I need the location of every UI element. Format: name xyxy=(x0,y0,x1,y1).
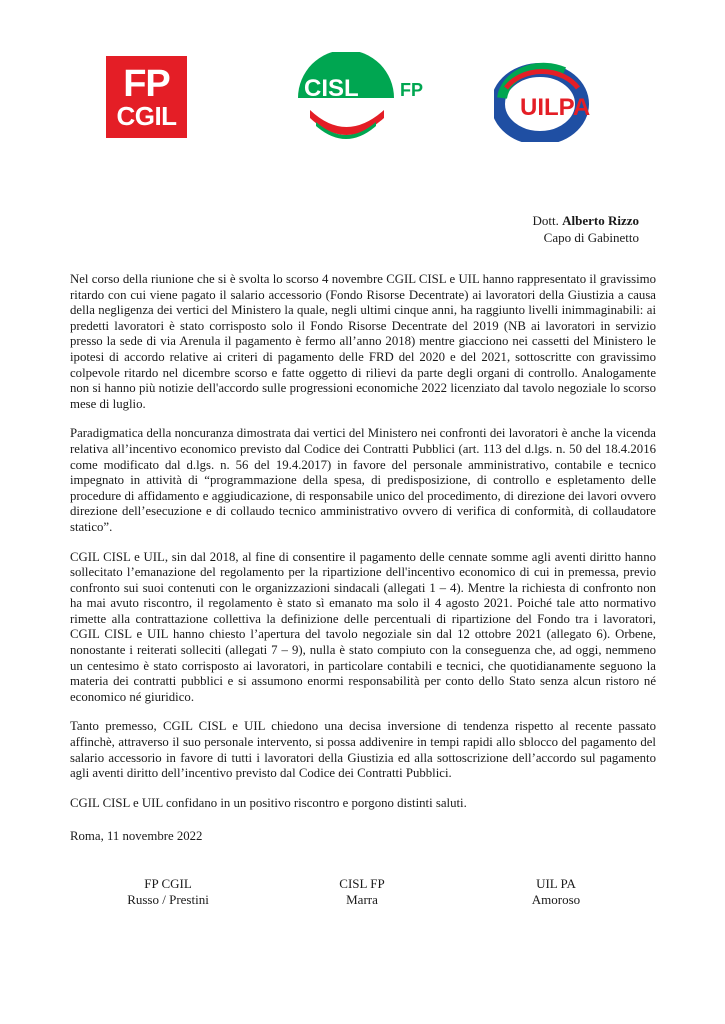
paragraph-1: Nel corso della riunione che si è svolta lo scorso 4 novembre CGIL CISL e UIL hanno rappresentato il gravissimo ritardo con cui viene pagato il salario accessorio (Fondo Risorse Decentrate) ai lavoratori della Giustizia a causa della negligenza dei vertici del Ministero la quale, negli ultimi cinque anni, ha raggiunto livelli inimmaginabili: ai predetti lavoratori è stato corrisposto solo il Fondo Risorse Decentrate del 2019 (NB ai lavoratori in servizio presso la sede di via Arenula il pagamento è fermo all’anno 2018) mentre giacciono nei cassetti del Ministero le ipotesi di accordo relative ai criteri di pagamento delle FRD del 2020 e del 2021, sottoscritte con gravissimo colpevole ritardo nel dicembre scorso e fatte oggetto di rilievi da parte degli organi di controllo. Analogamente non si hanno più notizie dell'accordo sulle progressioni economiche 2022 licenziato dal tavolo negoziale lo scorso mese di luglio. xyxy=(70,272,656,411)
signature-org: FP CGIL xyxy=(144,876,192,891)
paragraph-4: Tanto premesso, CGIL CISL e UIL chiedono una decisa inversione di tendenza rispetto al recente passato affinchè, attraverso il suo personale intervento, si possa addivenire in tempi rapidi allo sblocco del pagamento del salario accessorio in favore di tutti i lavoratori della Giustizia ed alla sottoscrizione dell’accordo sul pagamento agli aventi diritto dell’incentivo previsto dal Codice dei Contratti Pubblici. xyxy=(70,719,656,781)
fp-cgil-logo-line1: FP xyxy=(123,63,170,105)
uilpa-logo xyxy=(494,58,624,142)
cisl-logo-text: CISL xyxy=(304,75,359,102)
signature-fp-cgil xyxy=(98,876,238,908)
signature-uil-pa xyxy=(486,876,626,908)
cisl-fp-logo-text: FP xyxy=(400,80,424,100)
signature-names: Marra xyxy=(346,892,378,907)
addressee-name: Alberto Rizzo xyxy=(562,213,639,228)
addressee-role: Capo di Gabinetto xyxy=(543,230,639,245)
signature-org: CISL FP xyxy=(339,876,385,891)
signature-names: Russo / Prestini xyxy=(127,892,209,907)
paragraph-3: CGIL CISL e UIL, sin dal 2018, al fine di consentire il pagamento delle cennate somme agli aventi diritto hanno sollecitato l’emanazione del regolamento per la ripartizione dell'incentivo economico di cui in premessa, previo confronto sui suoi contenuti con le organizzazioni sindacali (allegati 1 – 4). Mentre la richiesta di confronto non ha mai avuto riscontro, il regolamento è stato sì emanato ma solo il 4 agosto 2021. Poiché tale atto normativo rimette alla contrattazione collettiva la definizione delle percentuali di ripartizione del Fondo tra i lavoratori, CGIL CISL e UIL hanno chiesto l’apertura del tavolo negoziale sin dal 12 ottobre 2021 (allegato 6). Orbene, nonostante i reiterati solleciti (allegati 7 – 9), nulla è stato compiuto con la conseguenza che, ad oggi, nemmeno un centesimo è stato corrisposto ai lavoratori, in particolare contabili e tecnici, che quotidianamente seguono la materia dei contratti pubblici e si assumono enormi responsabilità per conto dello Stato senza alcun ristoro né economico né giuridico. xyxy=(70,549,656,704)
paragraph-2: Paradigmatica della noncuranza dimostrata dai vertici del Ministero nei confronti dei lavoratori è anche la vicenda relativa all’incentivo economico previsto dal Codice dei Contratti Pubblici (art. 113 del d.lgs. n. 50 del 18.4.2016 come modificato dal d.lgs. n. 56 del 19.4.2017) in favore del personale amministrativo, contabile e tecnico impegnato in attività di “programmazione della spesa, di predisposizione, di controllo e espletamento delle procedure di affidamento e aggiudicazione, di responsabile unico del procedimento, di direzione dei lavori ovvero direzione dell’esecuzione e di collaudo tecnico amministrativo ovvero di verifica di conformità, di collaudatore statico”. xyxy=(70,426,656,534)
cisl-fp-logo xyxy=(296,52,436,142)
signature-org: UIL PA xyxy=(536,876,576,891)
logos-header xyxy=(0,52,725,142)
signature-names: Amoroso xyxy=(531,892,581,907)
letter-body xyxy=(70,272,656,859)
fp-cgil-logo-line2: CGIL xyxy=(116,101,177,131)
signature-cisl-fp xyxy=(292,876,432,908)
uilpa-logo-text: UILPA xyxy=(520,94,591,121)
addressee-block xyxy=(532,212,639,246)
addressee-prefix: Dott. xyxy=(532,213,559,228)
fp-cgil-logo xyxy=(106,56,187,138)
paragraph-closing: CGIL CISL e UIL confidano in un positivo riscontro e porgono distinti saluti. xyxy=(70,795,467,810)
addressee-name-line xyxy=(532,212,639,229)
date-line: Roma, 11 novembre 2022 xyxy=(70,829,203,844)
